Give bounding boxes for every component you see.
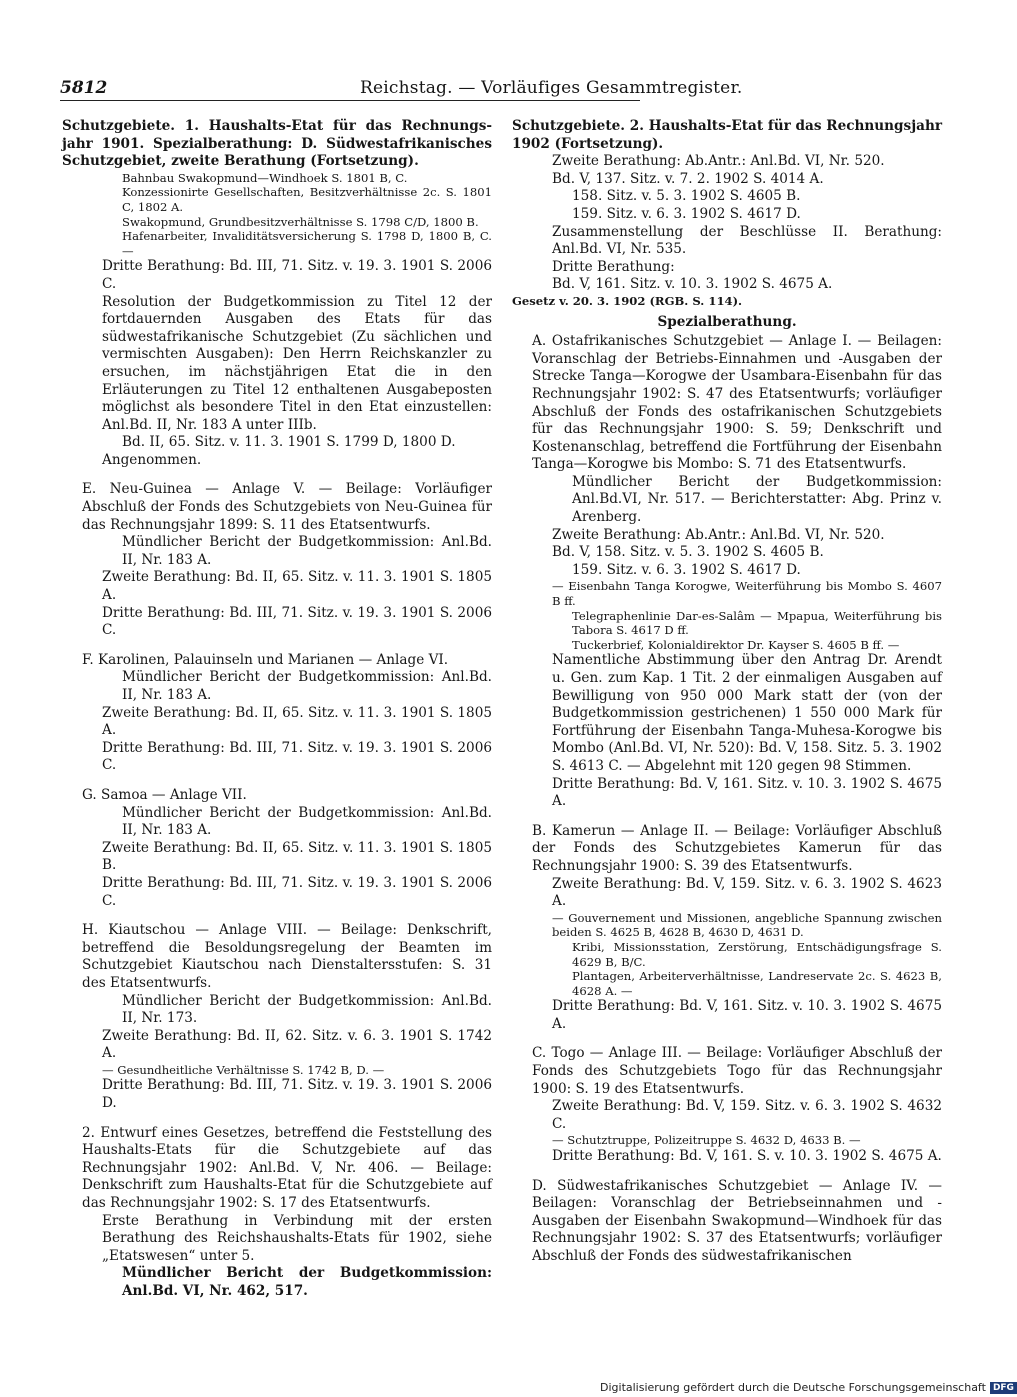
index-subentry: Bd. V, 137. Sitz. v. 7. 2. 1902 S. 4014 A.: [552, 170, 824, 187]
index-subentry: Kribi, Missionsstation, Zerstörung, Entschädigungsfrage S. 4629 B, B/C.: [572, 939, 942, 969]
dfg-logo: DFG: [990, 1382, 1017, 1394]
index-subentry: Zweite Berathung: Bd. II, 62. Sitz. v. 6. 3. 1901 S. 1742 A.: [102, 1027, 492, 1062]
index-subentry: Dritte Berathung: Bd. V, 161. S. v. 10. 3. 1902 S. 4675 A.: [552, 1148, 942, 1165]
index-subentry: 158. Sitz. v. 5. 3. 1902 S. 4605 B.: [572, 188, 801, 205]
index-subentry: Mündlicher Bericht der Budgetkommission: Anl.Bd. II, Nr. 183 A.: [122, 804, 492, 839]
entry-spacer: [62, 775, 492, 787]
page-header: [60, 78, 743, 101]
index-subentry: Mündlicher Bericht der Budgetkommission: Anl.Bd. II, Nr. 183 A.: [122, 669, 492, 703]
index-entry: 2. Entwurf eines Gesetzes, betreffend die Feststellung des Haushalts-Etats für die Schutzgebiete auf das Rechnungsjahr 1902: Anl.Bd. V, Nr. 406. — Beilage: Denkschrift zum Haushalts-Etat für die Schutzgebiete auf das Rechnungsjahr 1902: S. 17 des Etatsentwurfs.: [82, 1124, 492, 1212]
index-subentry: Dritte Berathung: Bd. III, 71. Sitz. v. 19. 3. 1901 S. 2006 C.: [102, 258, 492, 292]
left-column: [62, 118, 492, 1301]
entry-spacer: [512, 811, 942, 823]
index-entry: Schutzgebiete. 2. Haushalts-Etat für das Rechnungsjahr 1902 (Fortsetzung).: [512, 118, 942, 152]
index-subentry: Zweite Berathung: Bd. V, 159. Sitz. v. 6. 3. 1902 S. 4623 A.: [552, 875, 942, 910]
index-subentry: — Schutztruppe, Polizeitruppe S. 4632 D, 4633 B. —: [552, 1133, 861, 1148]
index-entry: H. Kiautschou — Anlage VIII. — Beilage: Denkschrift, betreffend die Besoldungsregelung der Beamten im Schutzgebiet Kiautschou nach Dienstaltersstufen: S. 31 des Etatsentwurfs.: [82, 922, 492, 991]
index-subentry: Bd. II, 65. Sitz. v. 11. 3. 1901 S. 1799 D, 1800 D.: [122, 434, 456, 451]
index-entry: E. Neu-Guinea — Anlage V. — Beilage: Vorläufiger Abschluß der Fonds des Schutzgebiets von Neu-Guinea für das Rechnungsjahr 1899: S. 11 des Etatsentwurfs.: [82, 481, 492, 533]
index-subentry: Angenommen.: [102, 451, 202, 468]
index-subentry: — Eisenbahn Tanga Korogwe, Weiterführung bis Mombo S. 4607 B ff.: [552, 579, 942, 609]
index-subentry: 159. Sitz. v. 6. 3. 1902 S. 4617 D.: [572, 205, 801, 222]
footer: [600, 1381, 1014, 1394]
running-title: Reichstag. — Vorläufiges Gesammtregister.: [360, 78, 743, 98]
index-subentry: Namentliche Abstimmung über den Antrag Dr. Arendt u. Gen. zum Kap. 1 Tit. 2 der einmaligen Ausgaben auf Bewilligung von 950 000 Mark statt der (von der Budgetkommission gestrichenen) 1 550 000 Mark für Fortführung der Eisenbahn Tanga-Muhesa-Korogwe bis Mombo (Anl.Bd. VI, Nr. 520): Bd. V, 158. Sitz. 5. 3. 1902 S. 4613 C. — Abgelehnt mit 120 gegen 98 Stimmen.: [552, 652, 942, 774]
entry-spacer: [62, 1113, 492, 1125]
index-subentry: Mündlicher Bericht der Budgetkommission: Anl.Bd. VI, Nr. 462, 517.: [122, 1265, 492, 1299]
index-subentry: Dritte Berathung: Bd. III, 71. Sitz. v. 19. 3. 1901 S. 2006 C.: [102, 739, 492, 774]
index-entry: B. Kamerun — Anlage II. — Beilage: Vorläufiger Abschluß der Fonds des Schutzgebietes Kamerun für das Rechnungsjahr 1900: S. 39 des Etatsentwurfs.: [532, 822, 942, 874]
index-subentry: Tuckerbrief, Kolonialdirektor Dr. Kayser S. 4605 B ff. —: [572, 637, 900, 652]
index-subentry: Zweite Berathung: Bd. II, 65. Sitz. v. 11. 3. 1901 S. 1805 A.: [102, 569, 492, 604]
index-entry: C. Togo — Anlage III. — Beilage: Vorläufiger Abschluß der Fonds des Schutzgebiets Togo für das Rechnungsjahr 1900: S. 19 des Etatsentwurfs.: [532, 1045, 942, 1097]
index-entry: D. Südwestafrikanisches Schutzgebiet — Anlage IV. — Beilagen: Voranschlag der Betriebseinnahmen und -Ausgaben der Eisenbahn Swakopmund—Windhoek für das Rechnungsjahr 1902: S. 37 des Etatsentwurfs; vorläufiger Abschluß der Fonds des südwestafrikanischen: [532, 1177, 942, 1264]
entry-spacer: [62, 910, 492, 922]
index-subentry: Zweite Berathung: Bd. V, 159. Sitz. v. 6. 3. 1902 S. 4632 C.: [552, 1098, 942, 1132]
index-subentry: Bd. V, 161. Sitz. v. 10. 3. 1902 S. 4675 A.: [552, 276, 833, 293]
index-subentry: Bahnbau Swakopmund—Windhoek S. 1801 B, C.: [122, 170, 408, 185]
index-entry: F. Karolinen, Palauinseln und Marianen — Anlage VI.: [82, 651, 449, 668]
entry-spacer: [62, 640, 492, 652]
index-subentry: Erste Berathung in Verbindung mit der ersten Berathung des Reichshaushalts-Etats für 1902, siehe „Etatswesen“ unter 5.: [102, 1212, 492, 1264]
index-subentry: Zweite Berathung: Ab.Antr.: Anl.Bd. VI, Nr. 520.: [552, 526, 885, 543]
right-column: [512, 118, 942, 1266]
index-subentry: Swakopmund, Grundbesitzverhältnisse S. 1798 C/D, 1800 B.: [122, 214, 479, 229]
index-subentry: Dritte Berathung: Bd. III, 71. Sitz. v. 19. 3. 1901 S. 2006 D.: [102, 1077, 492, 1112]
index-entry: A. Ostafrikanisches Schutzgebiet — Anlage I. — Beilagen: Voranschlag der Betriebs-Einnahmen und -Ausgaben der Strecke Tanga—Korogwe der Usambara-Eisenbahn für das Rechnungsjahr 1902: S. 47 des Etatsentwurfs; vorläufiger Abschluß der Fonds des ostafrikanischen Schutzgebiets für das Rechnungsjahr 1900: S. 59; Denkschrift und Kostenanschlag, betreffend die Fortführung der Eisenbahn Tanga—Korogwe bis Mombo: S. 71 des Etatsentwurfs.: [532, 333, 942, 473]
page-number: 5812: [60, 78, 108, 98]
index-subentry: Dritte Berathung: Bd. III, 71. Sitz. v. 19. 3. 1901 S. 2006 C.: [102, 604, 492, 639]
index-subentry: — Gouvernement und Missionen, angebliche Spannung zwischen beiden S. 4625 B, 4628 B, 4630 D, 4631 D.: [552, 910, 942, 940]
footer-credit: Digitalisierung gefördert durch die Deutsche Forschungsgemeinschaft: [600, 1381, 986, 1394]
index-subentry: Dritte Berathung: Bd. V, 161. Sitz. v. 10. 3. 1902 S. 4675 A.: [552, 775, 942, 810]
index-subentry: Telegraphenlinie Dar-es-Salâm — Mpapua, Weiterführung bis Tabora S. 4617 D ff.: [572, 608, 942, 638]
index-subentry: Zweite Berathung: Bd. II, 65. Sitz. v. 11. 3. 1901 S. 1805 B.: [102, 839, 492, 874]
index-subentry: Hafenarbeiter, Invaliditätsversicherung S. 1798 D, 1800 B, C. —: [122, 229, 492, 258]
entry-spacer: [512, 1166, 942, 1178]
entry-spacer: [62, 469, 492, 481]
index-subentry: Mündlicher Bericht der Budgetkommission: Anl.Bd. II, Nr. 183 A.: [122, 534, 492, 568]
index-subentry: — Gesundheitliche Verhältnisse S. 1742 B, D. —: [102, 1062, 385, 1077]
index-subentry: Mündlicher Bericht der Budgetkommission: Anl.Bd.VI, Nr. 517. — Berichterstatter: Abg. Prinz v. Arenberg.: [572, 473, 942, 526]
index-subentry: Dritte Berathung: Bd. V, 161. Sitz. v. 10. 3. 1902 S. 4675 A.: [552, 998, 942, 1032]
index-subentry: Plantagen, Arbeiterverhältnisse, Landreservate 2c. S. 4623 B, 4628 A. —: [572, 969, 942, 998]
index-subentry: Zusammenstellung der Beschlüsse II. Berathung: Anl.Bd. VI, Nr. 535.: [552, 223, 942, 258]
index-subentry: Mündlicher Bericht der Budgetkommission: Anl.Bd. II, Nr. 173.: [122, 992, 492, 1027]
index-subentry: Resolution der Budgetkommission zu Titel 12 der fortdauernden Ausgaben des Etats für das südwestafrikanische Schutzgebiet (Zu sächlichen und vermischten Ausgaben): Den Herrn Reichskanzler zu ersuchen, im nächstjährigen Etat die in den Erläuterungen zu Titel 12 enthaltenen Ausgabeposten möglichst als besondere Titel in den Etat einzustellen: Anl.Bd. II, Nr. 183 A unter IIIb.: [102, 293, 492, 433]
entry-spacer: [512, 1033, 942, 1045]
index-subentry: Bd. V, 158. Sitz. v. 5. 3. 1902 S. 4605 B.: [552, 544, 824, 561]
section-heading: Spezialberathung.: [657, 313, 797, 330]
index-entry: G. Samoa — Anlage VII.: [82, 786, 247, 803]
index-subentry: Konzessionirte Gesellschaften, Besitzverhältnisse 2c. S. 1801 C, 1802 A.: [122, 185, 492, 214]
index-subentry: Zweite Berathung: Ab.Antr.: Anl.Bd. VI, Nr. 520.: [552, 153, 885, 170]
index-subentry: Dritte Berathung:: [552, 258, 675, 275]
index-entry: Gesetz v. 20. 3. 1902 (RGB. S. 114).: [512, 293, 743, 308]
index-subentry: Dritte Berathung: Bd. III, 71. Sitz. v. 19. 3. 1901 S. 2006 C.: [102, 874, 492, 909]
index-subentry: Zweite Berathung: Bd. II, 65. Sitz. v. 11. 3. 1901 S. 1805 A.: [102, 704, 492, 739]
index-subentry: 159. Sitz. v. 6. 3. 1902 S. 4617 D.: [572, 561, 801, 578]
index-entry: Schutzgebiete. 1. Haushalts-Etat für das Rechnungs-jahr 1901. Spezialberathung: D. Südwestafrikanisches Schutzgebiet, zweite Berathung (Fortsetzung).: [62, 118, 492, 170]
